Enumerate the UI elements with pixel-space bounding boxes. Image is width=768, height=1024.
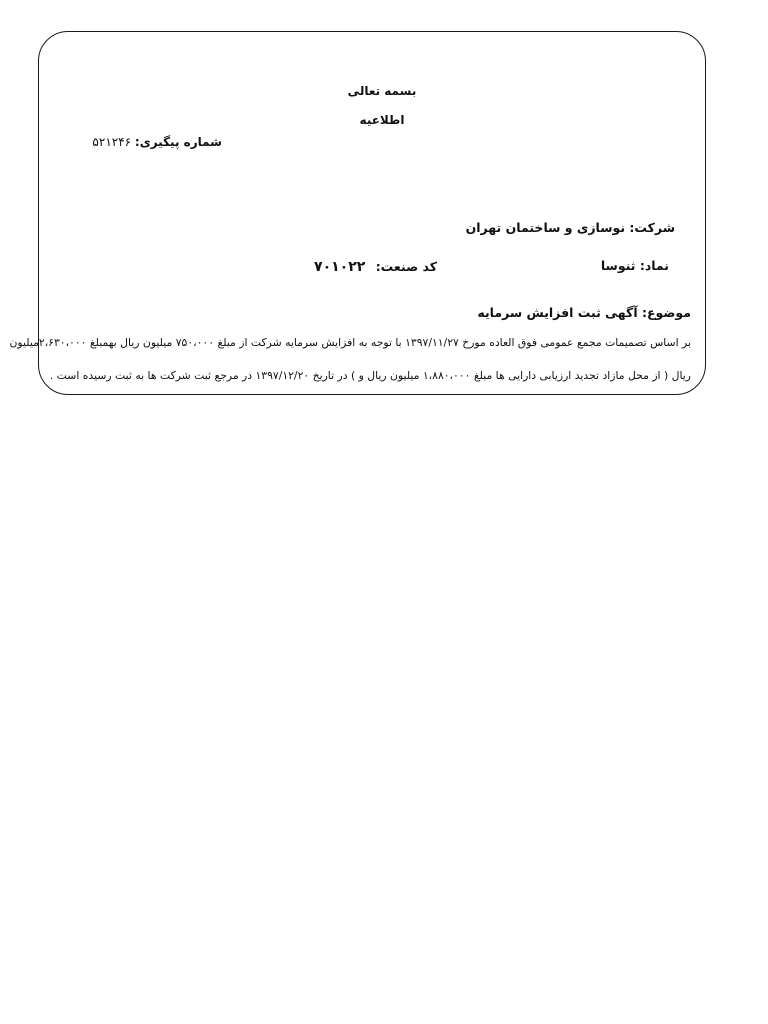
tracking-value: ۵۲۱۲۴۶ <box>92 135 132 149</box>
stock-symbol: نماد: ثنوسا <box>600 258 669 273</box>
subject-line: موضوع: آگهی ثبت افزایش سرمایه <box>477 305 691 320</box>
industry-code <box>314 260 437 274</box>
heading-notice: اطلاعیه <box>359 113 405 127</box>
industry-value: ۷۰۱۰۲۲ <box>314 259 366 275</box>
tracking-number <box>92 136 222 148</box>
body-text-line-2: ریال ( از محل مازاد تجدید ارزیابی دارایی ها مبلغ ۱،۸۸۰،۰۰۰ میلیون ریال و ) در تاریخ ۱۳۹۷/۱۲/۲۰ در مرجع ثبت شرکت ها به ثبت رسیده است . <box>49 369 691 382</box>
notice-box <box>9 31 706 395</box>
tracking-label: شماره پیگیری: <box>134 135 222 149</box>
company-name: شرکت: نوسازی و ساختمان تهران <box>465 220 675 235</box>
heading-bismillah: بسمه تعالی <box>347 84 417 98</box>
industry-label: کد صنعت: <box>375 259 437 274</box>
body-text-line-1: بر اساس تصمیمات مجمع عمومی فوق العاده مورخ ۱۳۹۷/۱۱/۲۷ با توجه به افزایش سرمایه شرکت از مبلغ ۷۵۰،۰۰۰ میلیون ریال بهمبلغ ۲،۶۳۰،۰۰۰میلیون <box>9 336 691 349</box>
